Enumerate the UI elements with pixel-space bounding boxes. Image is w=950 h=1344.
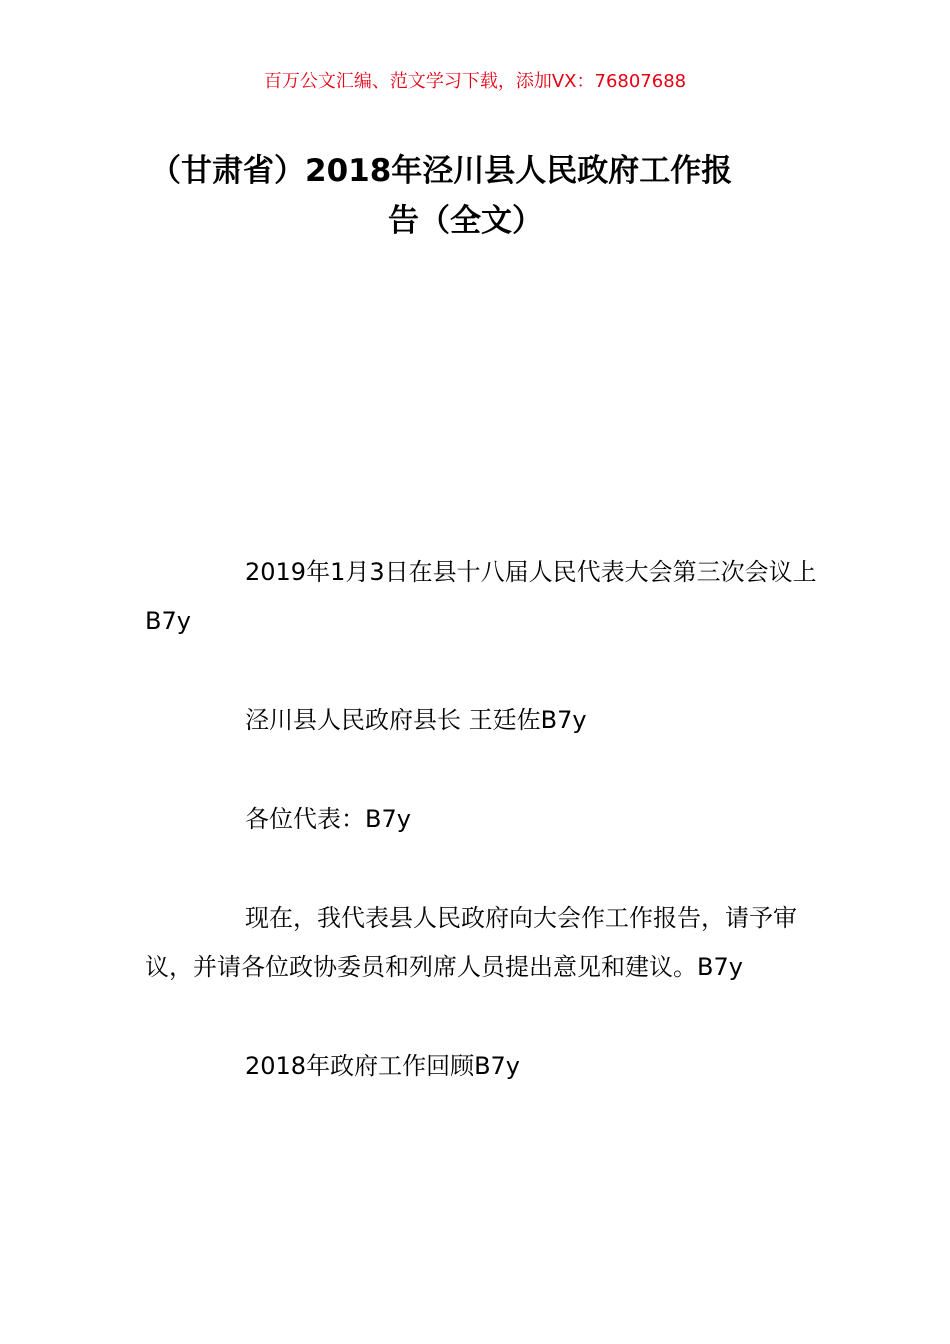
header-watermark-text: 百万公文汇编、范文学习下载，添加VX：76807688 bbox=[263, 71, 687, 92]
document-body bbox=[145, 548, 825, 1141]
paragraph-section-heading: 2018年政府工作回顾B7y bbox=[245, 1052, 521, 1080]
document-title-line-2: 告（全文） bbox=[388, 203, 543, 239]
document-title bbox=[150, 146, 830, 246]
document-title-line-1: （甘肃省）2018年泾川县人民政府工作报 bbox=[150, 153, 733, 189]
paragraph-introduction: 现在，我代表县人民政府向大会作工作报告，请予审议，并请各位政协委员和列席人员提出意见和建议。B7y bbox=[145, 904, 797, 981]
paragraph-speaker: 泾川县人民政府县长 王廷佐B7y bbox=[245, 706, 587, 734]
paragraph-occasion: 2019年1月3日在县十八届人民代表大会第三次会议上B7y bbox=[145, 558, 817, 635]
paragraph-salutation: 各位代表：B7y bbox=[245, 805, 411, 833]
